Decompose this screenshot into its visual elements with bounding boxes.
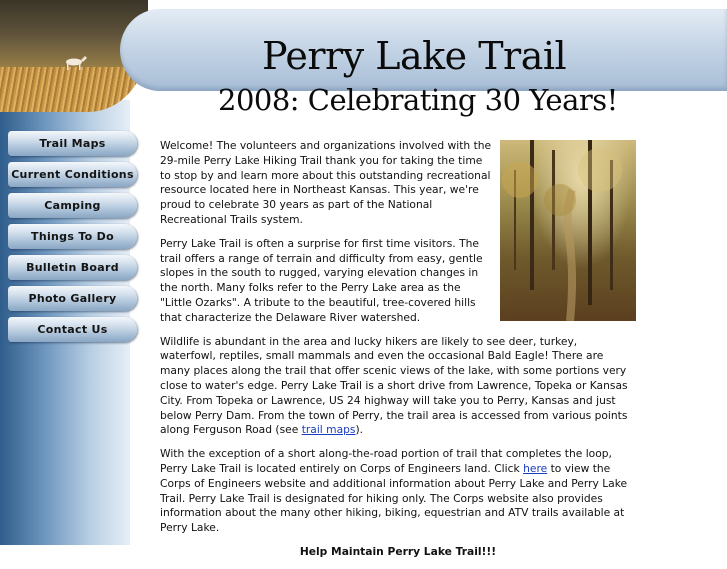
corps-paragraph [160,447,636,536]
nav-bulletin-board-button[interactable]: Bulletin Board [8,255,137,280]
nav-camping-button[interactable]: Camping [8,193,137,218]
welcome-paragraph: Welcome! The volunteers and organizations involved with the 29-mile Perry Lake Hiking Trail thank you for taking the time to stop by and learn more about this outstanding recreational resource located here in Northeast Kansas. This year, we're proud to celebrate 30 years as part of the National Recreational Trails system. [160,139,492,226]
nav-current-conditions-button[interactable]: Current Conditions [8,162,137,187]
nav-things-to-do-button[interactable]: Things To Do [8,224,137,249]
main-content [160,139,636,569]
corps-text: With the exception of a short along-the-road portion of trail that completes the loop, Perry Lake Trail is located entirely on Corps of Engineers land. Click [160,447,612,475]
main-nav [8,131,140,348]
nav-contact-us-button[interactable]: Contact Us [8,317,137,342]
trail-description-paragraph: Perry Lake Trail is often a surprise for first time visitors. The trail offers a range of terrain and difficulty from easy, gentle slopes in the south to rugged, varying elevation changes in the north. Many folks refer to the Perry Lake area as the "Little Ozarks". A tribute to the beautiful, tree-covered hills that characterize the Delaware River watershed. [160,236,483,324]
wildlife-text: Wildlife is abundant in the area and lucky hikers are likely to see deer, turkey, waterfowl, reptiles, small mammals and even the occasional Bald Eagle! There are many places along the trail that offer scenic views of the lake, with some portions very close to water's edge. Perry Lake Trail is a short drive from Lawrence, Topeka or Kansas City. From Topeka or Lawrence, US 24 highway will take you to Perry, Kansas and just below Perry Dam. From the town of Perry, the trail area is accessed from various points along Ferguson Road (see [160,334,628,437]
site-subtitle: 2008: Celebrating 30 Years! [218,83,618,117]
help-maintain-heading: Help Maintain Perry Lake Trail!!! [299,544,497,558]
wildlife-paragraph [160,335,636,439]
trail-maps-link[interactable]: trail maps [301,423,356,437]
corps-text-end: to view the Corps of Engineers website and additional information about Perry Lake and Perry Lake Trail. Perry Lake Trail is designated for hiking only. The Corps website also provides information about the many other hiking, biking, equestrian and ATV trails available at Perry Lake. [160,461,628,535]
site-title: Perry Lake Trail [262,34,567,78]
nav-photo-gallery-button[interactable]: Photo Gallery [8,286,137,311]
wildlife-text-end: ). [355,423,364,437]
corps-here-link[interactable]: here [523,461,548,475]
nav-trail-maps-button[interactable]: Trail Maps [8,131,137,156]
deer-icon [62,55,88,71]
grass-field [0,67,148,112]
